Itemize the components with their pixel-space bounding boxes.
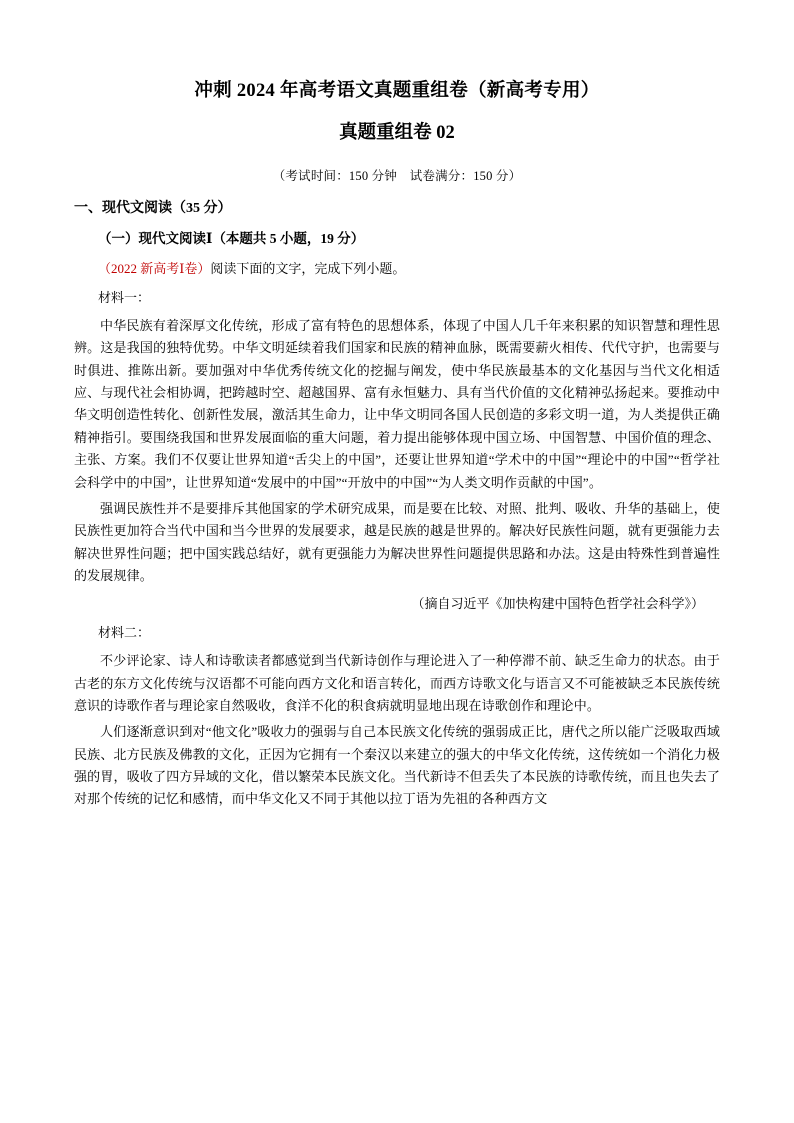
subsection-heading-reading-1: （一）现代文阅读Ⅰ（本题共 5 小题，19 分）	[98, 230, 365, 246]
page-subtitle: 真题重组卷 02	[339, 122, 455, 143]
prompt-source-label: （2022 新高考Ⅰ卷）	[98, 260, 211, 276]
page-title: 冲刺 2024 年高考语文真题重组卷（新高考专用）	[194, 81, 600, 101]
section-heading-reading: 一、现代文阅读（35 分）	[74, 200, 232, 216]
material-1-attribution: （摘自习近平《加快构建中国特色哲学社会科学》）	[411, 596, 704, 612]
material-1-paragraph-1: 中华民族有着深厚文化传统，形成了富有特色的思想体系，体现了中国人几千年来积累的知识智慧和理性思辨。这是我国的独特优势。中华文明延续着我们国家和民族的精神血脉，既需要薪火相传、代代守护，也需要与时俱进、推陈出新。要加强对中华优秀传统文化的挖掘与阐发，使中华民族最基本的文化基因与当代文化相适应、与现代社会相协调，把跨越时空、超越国界、富有永恒魅力、具有当代价值的文化精神弘扬起来。要推动中华文明创造性转化、创新性发展，激活其生命力，让中华文明同各国人民创造的多彩文明一道，为人类提供正确精神指引。要围绕我国和世界发展面临的重大问题，着力提出能够体现中国立场、中国智慧、中国价值的理念、主张、方案。我们不仅要让世界知道“舌尖上的中国”，还要让世界知道“学术中的中国”“理论中的中国”“哲学社会科学中的中国”，让世界知道“发展中的中国”“开放中的中国”“为人类文明作贡献的中国”。	[74, 318, 720, 490]
exam-meta: （考试时间：150 分钟 试卷满分：150 分）	[272, 168, 522, 183]
prompt-instruction: 阅读下面的文字，完成下列小题。	[210, 260, 406, 276]
material-2-paragraph-1: 不少评论家、诗人和诗歌读者都感觉到当代新诗创作与理论进入了一种停滞不前、缺乏生命力的状态。由于古老的东方文化传统与汉语都不可能向西方文化和语言转化，而西方诗歌文化与语言又不可能被缺乏本民族传统意识的诗歌作者与理论家自然吸收，食洋不化的积食病就明显地出现在诗歌创作和理论中。	[74, 653, 720, 713]
material-2-label: 材料二：	[98, 625, 151, 641]
question-prompt	[74, 259, 720, 279]
material-2-paragraph-2: 人们逐渐意识到对“他文化”吸收力的强弱与自己本民族文化传统的强弱成正比，唐代之所以能广泛吸取西域民族、北方民族及佛教的文化，正因为它拥有一个秦汉以来建立的强大的中华文化传统，这传统如一个消化力极强的胃，吸收了四方异域的文化，借以繁荣本民族文化。当代新诗不但丢失了本民族的诗歌传统，而且也失去了对那个传统的记忆和感情，而中华文化又不同于其他以拉丁语为先祖的各种西方文	[74, 724, 720, 807]
material-1-label: 材料一：	[98, 290, 151, 306]
material-1-paragraph-2: 强调民族性并不是要排斥其他国家的学术研究成果，而是要在比较、对照、批判、吸收、升华的基础上，使民族性更加符合当代中国和当今世界的发展要求，越是民族的越是世界的。解决好民族性问题，就有更强能力去解决世界性问题；把中国实践总结好，就有更强能力为解决世界性问题提供思路和办法。这是由特殊性到普遍性的发展规律。	[74, 500, 720, 583]
